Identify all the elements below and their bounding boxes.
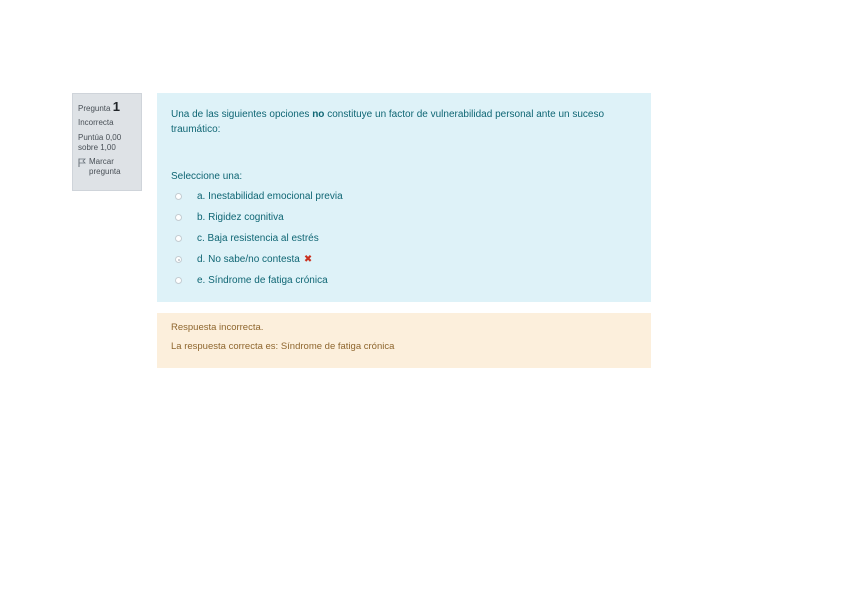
question-text [171,107,633,137]
answer-option-d[interactable] [174,249,637,270]
radio-button-a[interactable] [175,193,182,200]
flag-icon [78,158,86,167]
radio-button-c[interactable] [175,235,182,242]
answer-option-d-label: d. No sabe/no contesta [197,254,300,265]
question-number: 1 [112,99,120,114]
radio-button-d[interactable] [175,256,182,263]
grade-line-1: Puntúa 0,00 [78,133,122,143]
question-label: Pregunta [78,104,111,113]
question-content [157,93,651,302]
answer-option-c-label: c. Baja resistencia al estrés [197,233,319,244]
answer-option-a[interactable] [174,186,637,207]
question-state: Incorrecta [78,118,114,128]
flag-label-line-1: Marcar [89,157,114,167]
feedback-result: Respuesta incorrecta. [171,322,264,333]
question-text-emphasis: no [312,109,325,120]
answer-option-e[interactable] [174,270,637,291]
answer-list [174,186,637,291]
radio-button-b[interactable] [175,214,182,221]
answer-option-b[interactable] [174,207,637,228]
answer-option-a-label: a. Inestabilidad emocional previa [197,191,343,202]
answer-option-c[interactable] [174,228,637,249]
flag-question-toggle[interactable] [78,157,136,177]
question-grade [78,133,136,153]
feedback-panel [157,313,651,368]
answer-option-b-label: b. Rigidez cognitiva [197,212,284,223]
answer-prompt: Seleccione una: [171,171,243,182]
grade-line-2: sobre 1,00 [78,143,116,153]
flag-label-line-2: pregunta [89,167,121,177]
question-text-start: Una de las siguientes opciones [171,109,313,120]
question-text-end: constituye un factor de vulnerabilidad personal ante un suceso traumático: [171,109,605,135]
answer-option-e-label: e. Síndrome de fatiga crónica [197,275,328,286]
feedback-correct-answer: La respuesta correcta es: Síndrome de fatiga crónica [171,341,395,353]
radio-button-e[interactable] [175,277,182,284]
question-info-panel [72,93,142,191]
question-number-line [78,99,136,115]
incorrect-x-icon: ✖ [303,254,313,265]
